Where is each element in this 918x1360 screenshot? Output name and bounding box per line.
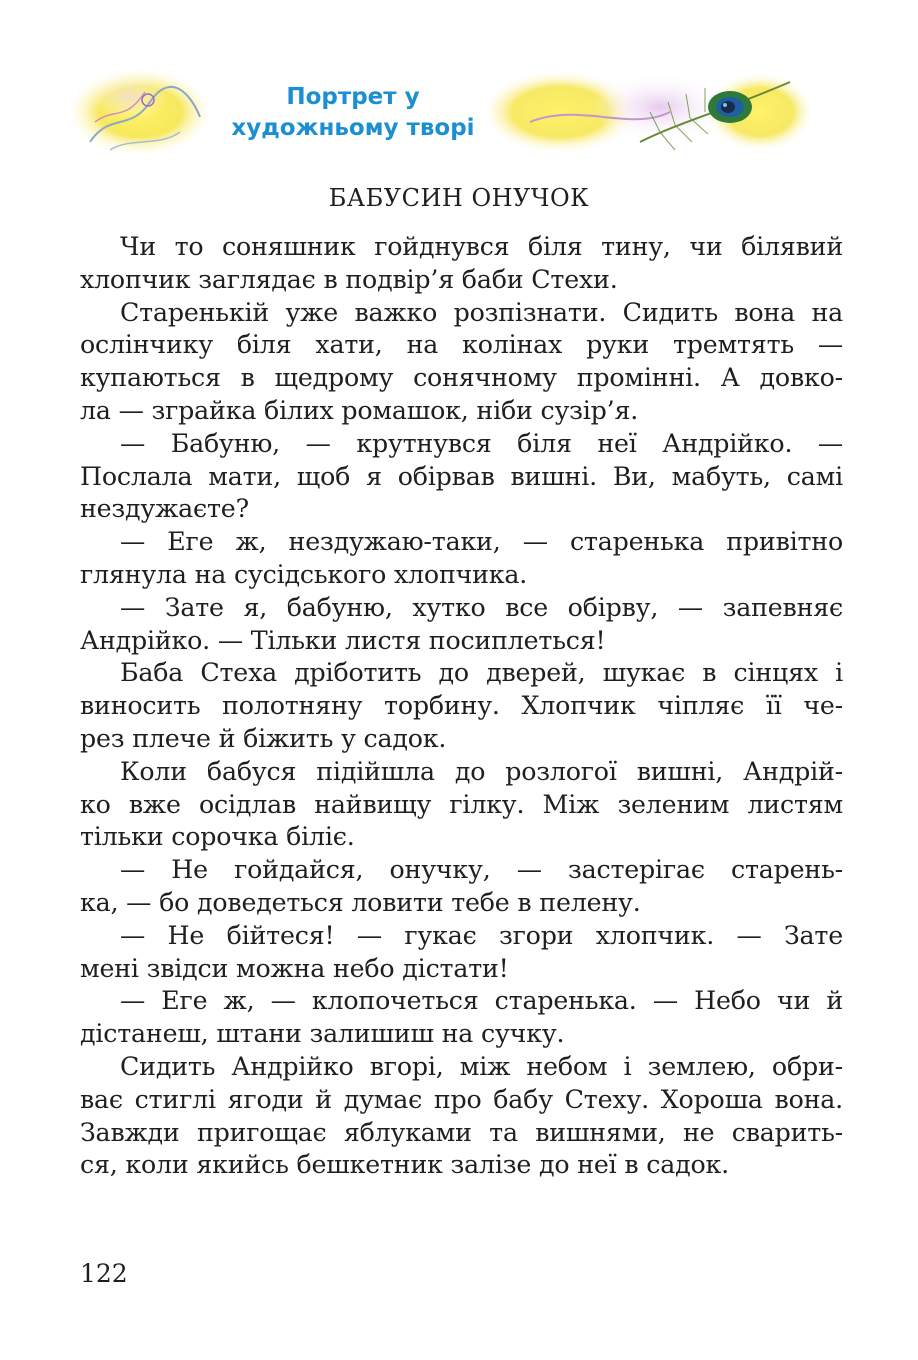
text-line: — Бабуню, — крутнувся біля неї Андрійко. —: [120, 428, 843, 458]
text-line: хлопчик заглядає в подвір’я баби Стехи.: [80, 264, 618, 294]
text-line: Завжди пригощає яблуками та вишнями, не сварить-: [80, 1117, 843, 1147]
text-line: — Еге ж, нездужаю-таки, — старенька привітно: [120, 527, 843, 557]
story-text: [80, 231, 843, 1182]
text-line: Андрійко. — Тільки листя посиплеться!: [80, 625, 606, 655]
text-line: Сидить Андрійко вгорі, між небом і землею, обри-: [120, 1051, 843, 1081]
section-title-line1: Портрет у: [286, 84, 420, 110]
text-line: нездужаєте?: [80, 494, 249, 524]
text-line: дістанеш, штани залишиш на сучку.: [80, 1019, 565, 1049]
text-line: Чи то соняшник гойднувся біля тину, чи білявий: [120, 232, 843, 261]
text-line: ває стиглі ягоди й думає про бабу Стеху. Хороша вона.: [80, 1084, 843, 1114]
text-line: глянула на сусідського хлопчика.: [80, 559, 528, 589]
story-title: БАБУСИН ОНУЧОК: [328, 184, 590, 212]
text-line: рез плече й біжить у садок.: [80, 723, 447, 753]
text-line: — Не гойдайся, онучку, — застерігає старень-: [120, 855, 843, 885]
text-line: Баба Стеха дріботить до дверей, шукає в сінцях і: [120, 658, 843, 688]
text-line: ся, коли якийсь бешкетник залізе до неї в садок.: [80, 1150, 730, 1180]
text-line: — Зате я, бабуню, хутко все обірву, — запевняє: [120, 592, 843, 622]
text-line: мені звідси можна небо дістати!: [80, 953, 509, 983]
floral-ornament-left: [70, 62, 220, 162]
text-line: ка, — бо доведеться ловити тебе в пелену.: [80, 887, 641, 917]
page-number: 122: [80, 1259, 128, 1288]
text-line: Послала мати, щоб я обірвав вишні. Ви, мабуть, самі: [80, 461, 843, 491]
text-line: Старенькій уже важко розпізнати. Сидить вона на: [120, 297, 843, 327]
text-line: тільки сорочка біліє.: [80, 822, 355, 852]
peacock-feather-ornament: [490, 62, 810, 162]
text-line: купаються в щедрому сонячному промінні. А довко-: [80, 363, 843, 393]
text-line: ла — зграйка білих ромашок, ніби сузір’я.: [80, 395, 639, 425]
section-title-line2: художньому творі: [231, 115, 475, 141]
text-line: — Еге ж, — клопочеться старенька. — Небо чи й: [120, 986, 843, 1016]
text-line: ко вже осідлав найвищу гілку. Між зеленим листям: [80, 789, 843, 819]
text-line: виносить полотняну торбину. Хлопчик чіпляє її че-: [80, 691, 843, 721]
text-line: — Не бійтеся! — гукає згори хлопчик. — Зате: [120, 920, 843, 950]
section-header: [70, 62, 810, 162]
text-line: Коли бабуся підійшла до розлогої вишні, Андрій-: [120, 756, 843, 786]
section-title: [218, 82, 488, 144]
text-line: ослінчику біля хати, на колінах руки тремтять —: [80, 330, 843, 360]
